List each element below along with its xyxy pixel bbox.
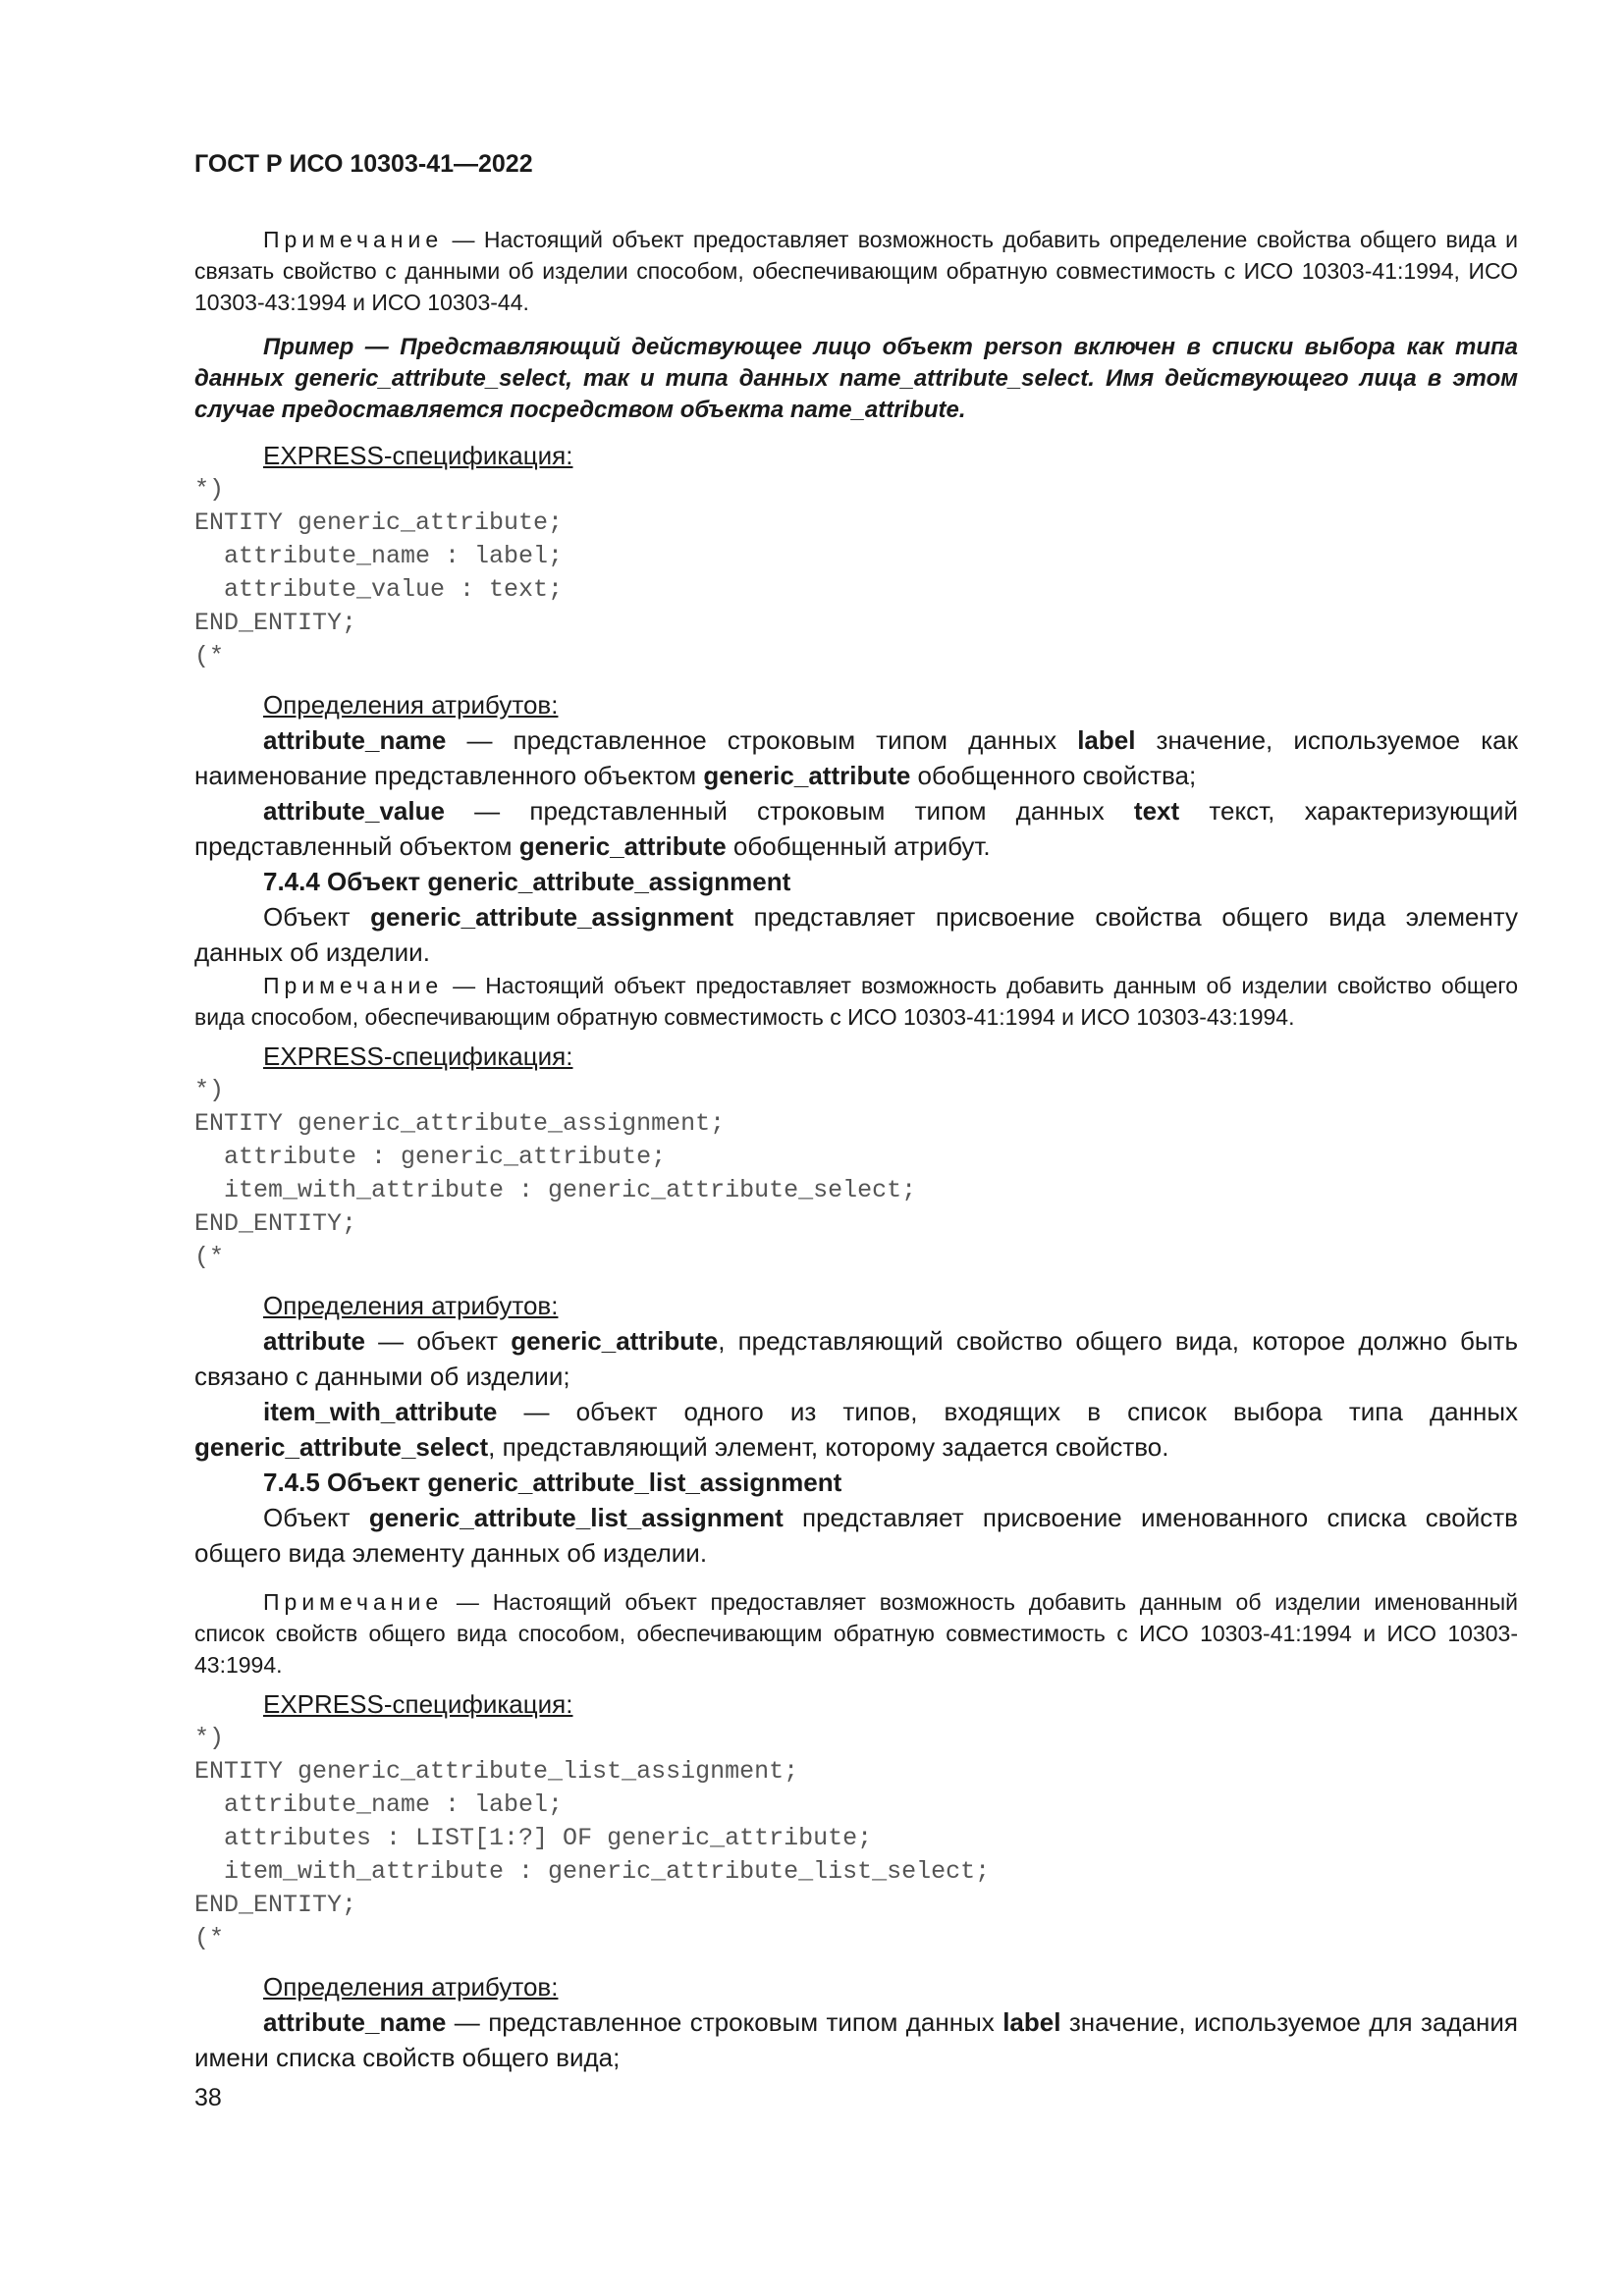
note-2 <box>194 970 1518 1033</box>
note-label: Примечание <box>263 973 444 998</box>
example-text: Пример — Представляющий действующее лицо объект person включен в списки выбора как типа данных generic_attribute_select, так и типа данных name_attribute_select. Имя действующего лица в этом случае предоставляется посредством объекта name_attribute. <box>194 334 1518 423</box>
attr-def: attribute_name — представленное строковым типом данных label значение, используемое как наименование представленного объектом generic_attribute обобщенного свойства; <box>194 725 1518 790</box>
attr-def: attribute_name — представленное строковым типом данных label значение, используемое для задания имени списка свойств общего вида; <box>194 2007 1519 2072</box>
attr-def: attribute_value — представленный строковым типом данных text текст, характеризующий представленный объектом generic_attribute обобщенный атрибут. <box>194 796 1518 861</box>
express-label: EXPRESS-спецификация: <box>263 1689 573 1719</box>
note-label: Примечание <box>263 1589 444 1615</box>
attr-defs-label: Определения атрибутов: <box>263 1972 559 2002</box>
attr-defs-2 <box>194 1288 1518 1571</box>
code-listing-1: *) ENTITY generic_attribute; attribute_name : label; attribute_value : text; END_ENTITY; (* <box>194 475 564 670</box>
attr-defs-label: Определения атрибутов: <box>263 690 559 720</box>
express-block-3 <box>194 1686 1518 1955</box>
express-label: EXPRESS-спецификация: <box>263 1041 573 1071</box>
code-listing-3: *) ENTITY generic_attribute_list_assignment; attribute_name : label; attributes : LIST[1:?] OF generic_attribute; item_with_attribute : generic_attribute_list_select; END_ENTITY; (* <box>194 1724 991 1952</box>
example-1 <box>194 332 1518 426</box>
section-heading-7-4-5: 7.4.5 Объект generic_attribute_list_assignment <box>263 1468 842 1497</box>
attr-defs-3 <box>194 1969 1518 2075</box>
note-3 <box>194 1586 1518 1681</box>
page-number: 38 <box>194 2084 222 2111</box>
express-block-2 <box>194 1039 1518 1274</box>
section-paragraph: Объект generic_attribute_list_assignment представляет присвоение именованного списка свойств общего вида элементу данных об изделии. <box>194 1503 1518 1568</box>
attr-def: item_with_attribute — объект одного из типов, входящих в список выбора типа данных generic_attribute_select, представляющий элемент, которому задается свойство. <box>194 1397 1518 1462</box>
note-text: — Настоящий объект предоставляет возможность добавить определение свойства общего вида и связать свойство с данными об изделии способом, обеспечивающим обратную совместимость с ИСО 10303-41:1994, ИСО 10303-43:1994 и ИСО 10303-44. <box>194 227 1518 315</box>
express-block-1 <box>194 438 1518 673</box>
section-paragraph: Объект generic_attribute_assignment представляет присвоение свойства общего вида элементу данных об изделии. <box>194 902 1518 967</box>
attr-defs-1 <box>194 687 1518 970</box>
attr-defs-label: Определения атрибутов: <box>263 1291 559 1320</box>
document-header: ГОСТ Р ИСО 10303-41—2022 <box>194 150 533 178</box>
attr-def: attribute — объект generic_attribute, представляющий свойство общего вида, которое должно быть связано с данными об изделии; <box>194 1326 1518 1391</box>
express-label: EXPRESS-спецификация: <box>263 441 573 470</box>
note-1 <box>194 224 1518 318</box>
note-text: — Настоящий объект предоставляет возможность добавить данным об изделии именованный список свойств общего вида способом, обеспечивающим обратную совместимость с ИСО 10303-41:1994 и ИСО 10303-43:1994. <box>194 1589 1518 1678</box>
note-text: — Настоящий объект предоставляет возможность добавить данным об изделии свойство общего вида способом, обеспечивающим обратную совместимость с ИСО 10303-41:1994 и ИСО 10303-43:1994. <box>194 973 1518 1030</box>
code-listing-2: *) ENTITY generic_attribute_assignment; attribute : generic_attribute; item_with_attribute : generic_attribute_select; END_ENTITY; (* <box>194 1076 917 1271</box>
section-heading-7-4-4: 7.4.4 Объект generic_attribute_assignment <box>263 867 791 896</box>
note-label: Примечание <box>263 227 444 252</box>
